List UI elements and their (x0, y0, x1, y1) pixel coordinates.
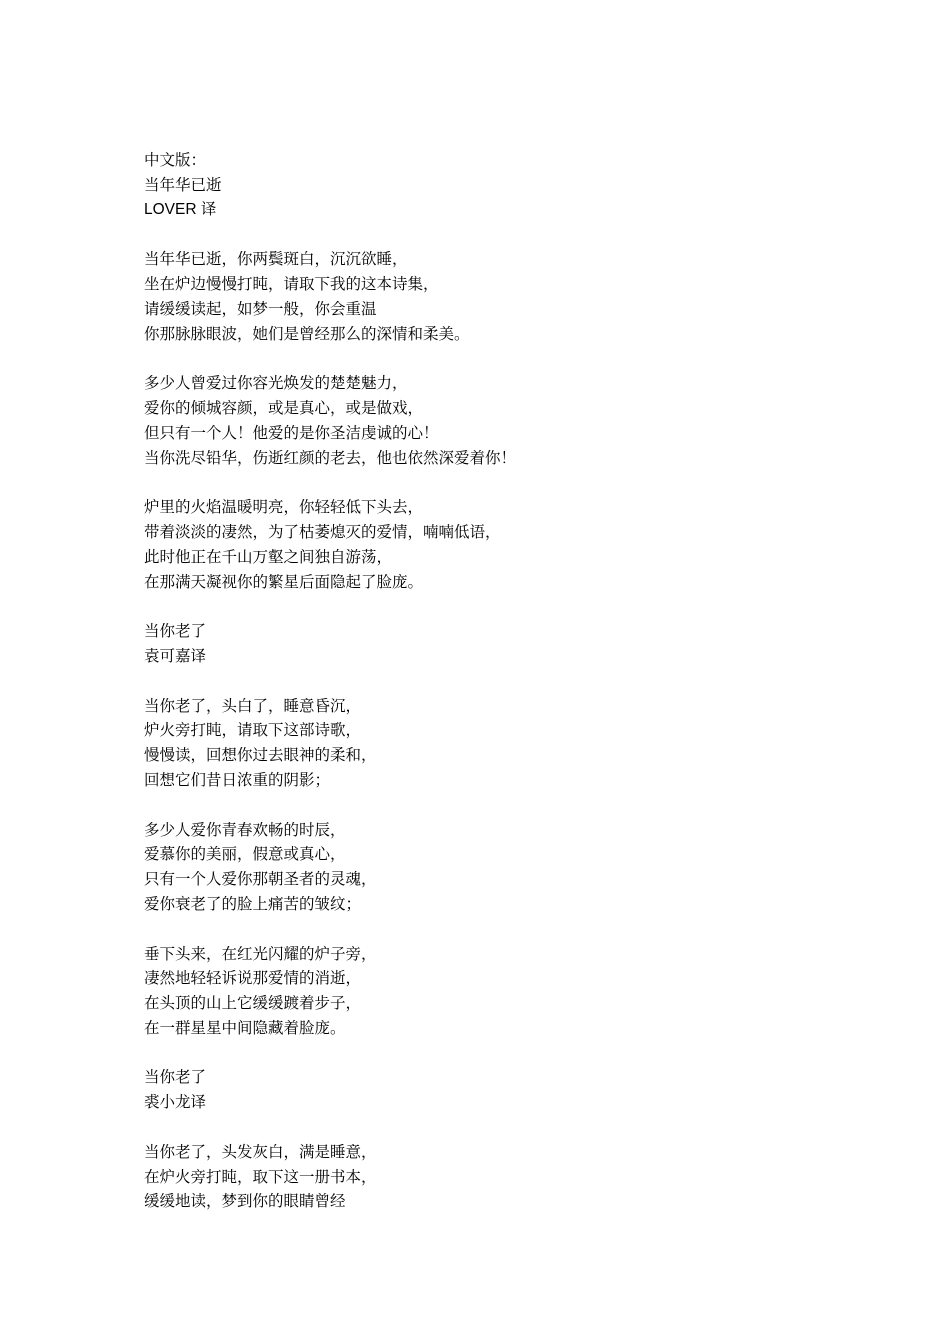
poem-line: 垂下头来，在红光闪耀的炉子旁， (144, 944, 377, 963)
poem-line: 带着淡淡的凄然，为了枯萎熄灭的爱情，喃喃低语， (144, 522, 501, 541)
poem-line: 缓缓地读，梦到你的眼睛曾经 (144, 1192, 346, 1211)
poem-line: 在那满天凝视你的繁星后面隐起了脸庞。 (144, 572, 424, 591)
poem-line: 在炉火旁打盹，取下这一册书本， (144, 1167, 377, 1186)
poem-line: 只有一个人爱你那朝圣者的灵魂， (144, 870, 377, 889)
spacer (144, 1115, 844, 1140)
poem-title: 当年华已逝 (144, 175, 222, 194)
poem-line: 当你洗尽铅华，伤逝红颜的老去，他也依然深爱着你！ (144, 448, 517, 467)
poem-line: 炉火旁打盹，请取下这部诗歌， (144, 721, 362, 740)
poem-line: 当你老了，头白了，睡意昏沉， (144, 696, 362, 715)
poem-line: 慢慢读，回想你过去眼神的柔和， (144, 746, 377, 765)
poem-line: 炉里的火焰温暖明亮，你轻轻低下头去， (144, 498, 424, 517)
poem-line: 此时他正在千山万壑之间独自游荡， (144, 547, 393, 566)
poem-line: 但只有一个人！他爱的是你圣洁虔诚的心！ (144, 423, 439, 442)
spacer (144, 793, 844, 818)
document-page (144, 148, 844, 1214)
poem-line: 多少人曾爱过你容光焕发的楚楚魅力， (144, 374, 408, 393)
translator-credit: 裘小龙译 (144, 1093, 207, 1112)
poem-line: 在头顶的山上它缓缓踱着步子， (144, 994, 362, 1013)
spacer (144, 470, 844, 495)
poem-title: 当你老了 (144, 1068, 207, 1087)
spacer (144, 917, 844, 942)
poem-line: 爱你的倾城容颜，或是真心，或是做戏， (144, 398, 424, 417)
spacer (144, 222, 844, 247)
spacer (144, 669, 844, 694)
poem-line: 在一群星星中间隐藏着脸庞。 (144, 1018, 346, 1037)
poem-line: 当你老了，头发灰白，满是睡意， (144, 1142, 377, 1161)
spacer (144, 594, 844, 619)
translator-credit: 袁可嘉译 (144, 646, 207, 665)
poem-title: 当你老了 (144, 622, 207, 641)
poem-line: 坐在炉边慢慢打盹，请取下我的这本诗集， (144, 274, 439, 293)
spacer (144, 346, 844, 371)
poem-line: 爱慕你的美丽，假意或真心， (144, 845, 346, 864)
translator-credit: LOVER 译 (144, 200, 217, 218)
poem-line: 你那脉脉眼波，她们是曾经那么的深情和柔美。 (144, 324, 470, 343)
poem-line: 回想它们昔日浓重的阴影； (144, 770, 331, 789)
spacer (144, 1041, 844, 1066)
poem-line: 多少人爱你青春欢畅的时辰， (144, 820, 346, 839)
language-label: 中文版： (144, 151, 207, 169)
poem-line: 当年华已逝，你两鬓斑白，沉沉欲睡， (144, 250, 408, 269)
poem-line: 爱你衰老了的脸上痛苦的皱纹； (144, 894, 362, 913)
poem-line: 请缓缓读起，如梦一般，你会重温 (144, 299, 377, 318)
poem-line: 凄然地轻轻诉说那爱情的消逝， (144, 969, 362, 988)
